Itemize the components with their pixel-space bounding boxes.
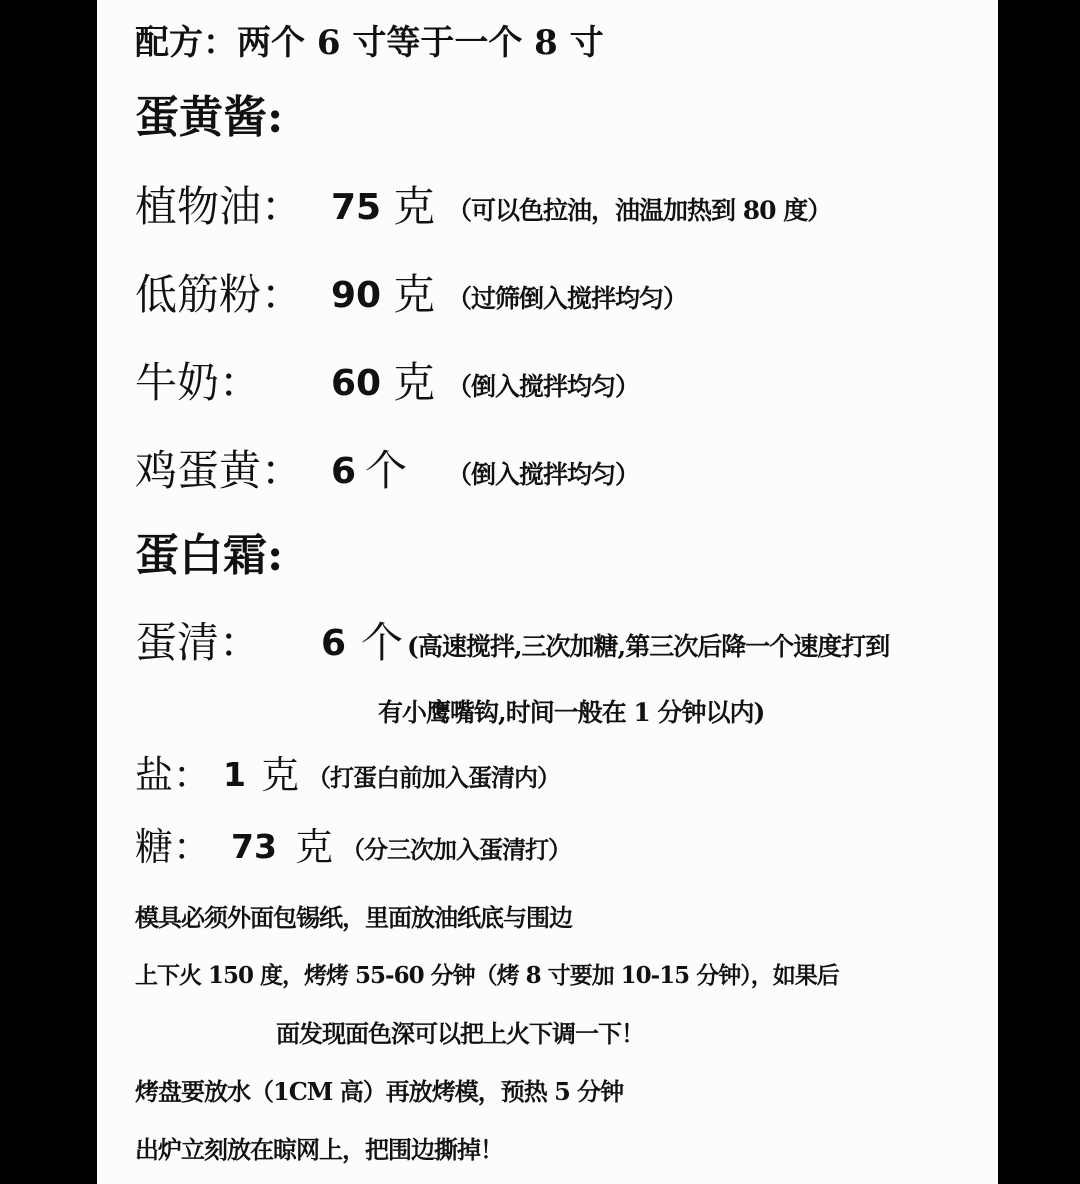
ingredient-amount: 90	[331, 275, 382, 316]
ingredient-note: （倒入搅拌均匀）	[447, 460, 640, 489]
ingredient-amount: 6	[321, 623, 347, 664]
ingredient-amount: 6	[331, 451, 357, 492]
recipe-header: 配方：两个 6 寸等于一个 8 寸	[135, 23, 604, 63]
ingredient-unit: 个	[361, 618, 404, 667]
ingredient-note: （过筛倒入搅拌均匀）	[447, 284, 688, 313]
meringue-section-title: 蛋白霜:	[135, 530, 284, 581]
recipe-page	[97, 0, 998, 1184]
ingredient-name: 糖：	[135, 825, 212, 869]
ingredient-amount: 60	[331, 363, 382, 404]
ingredient-name: 盐：	[135, 753, 212, 797]
instruction-bake: 上下火 150 度，烤烤 55-60 分钟（烤 8 寸要加 10-15 分钟），如果后	[135, 962, 839, 989]
ingredient-amount: 73	[231, 827, 277, 866]
instruction-cool: 出炉立刻放在晾网上，把围边撕掉！	[135, 1135, 503, 1164]
ingredient-row-egg-white	[135, 618, 995, 672]
ingredient-note: （打蛋白前加入蛋清内）	[307, 763, 560, 792]
ingredient-name: 鸡蛋黄：	[135, 446, 304, 495]
egg-white-note-continued: 有小鹰嘴钩,时间一般在 1 分钟以内)	[378, 698, 765, 727]
ingredient-row-salt	[135, 753, 995, 802]
ingredient-row-milk	[135, 358, 995, 412]
ingredient-row-flour	[135, 270, 995, 324]
ingredient-unit: 克	[261, 753, 300, 797]
instruction-bake-continued: 面发现面色深可以把上火下调一下！	[276, 1019, 644, 1048]
ingredient-name: 蛋清：	[135, 618, 262, 667]
ingredient-amount: 1	[223, 755, 246, 794]
ingredient-unit: 克	[295, 825, 334, 869]
ingredient-amount: 75	[331, 187, 382, 228]
ingredient-unit: 克	[393, 358, 436, 407]
ingredient-name: 植物油：	[135, 182, 304, 231]
ingredient-note: （倒入搅拌均匀）	[447, 372, 640, 401]
ingredient-name: 牛奶：	[135, 358, 262, 407]
ingredient-unit: 克	[393, 270, 436, 319]
ingredient-unit: 个	[365, 446, 408, 495]
ingredient-row-yolk	[135, 446, 995, 500]
ingredient-note: (高速搅拌,三次加糖,第三次后降一个速度打到	[407, 632, 890, 661]
ingredient-row-oil	[135, 182, 995, 236]
ingredient-note: （分三次加入蛋清打）	[341, 835, 571, 864]
ingredient-row-sugar	[135, 825, 995, 874]
ingredient-unit: 克	[393, 182, 436, 231]
ingredient-name: 低筋粉：	[135, 270, 304, 319]
instruction-water: 烤盘要放水（1CM 高）再放烤模，预热 5 分钟	[135, 1077, 624, 1106]
ingredient-note: （可以色拉油，油温加热到 80 度）	[447, 196, 832, 225]
yolk-section-title: 蛋黄酱:	[135, 92, 284, 143]
instruction-mold: 模具必须外面包锡纸，里面放油纸底与围边	[135, 903, 572, 932]
